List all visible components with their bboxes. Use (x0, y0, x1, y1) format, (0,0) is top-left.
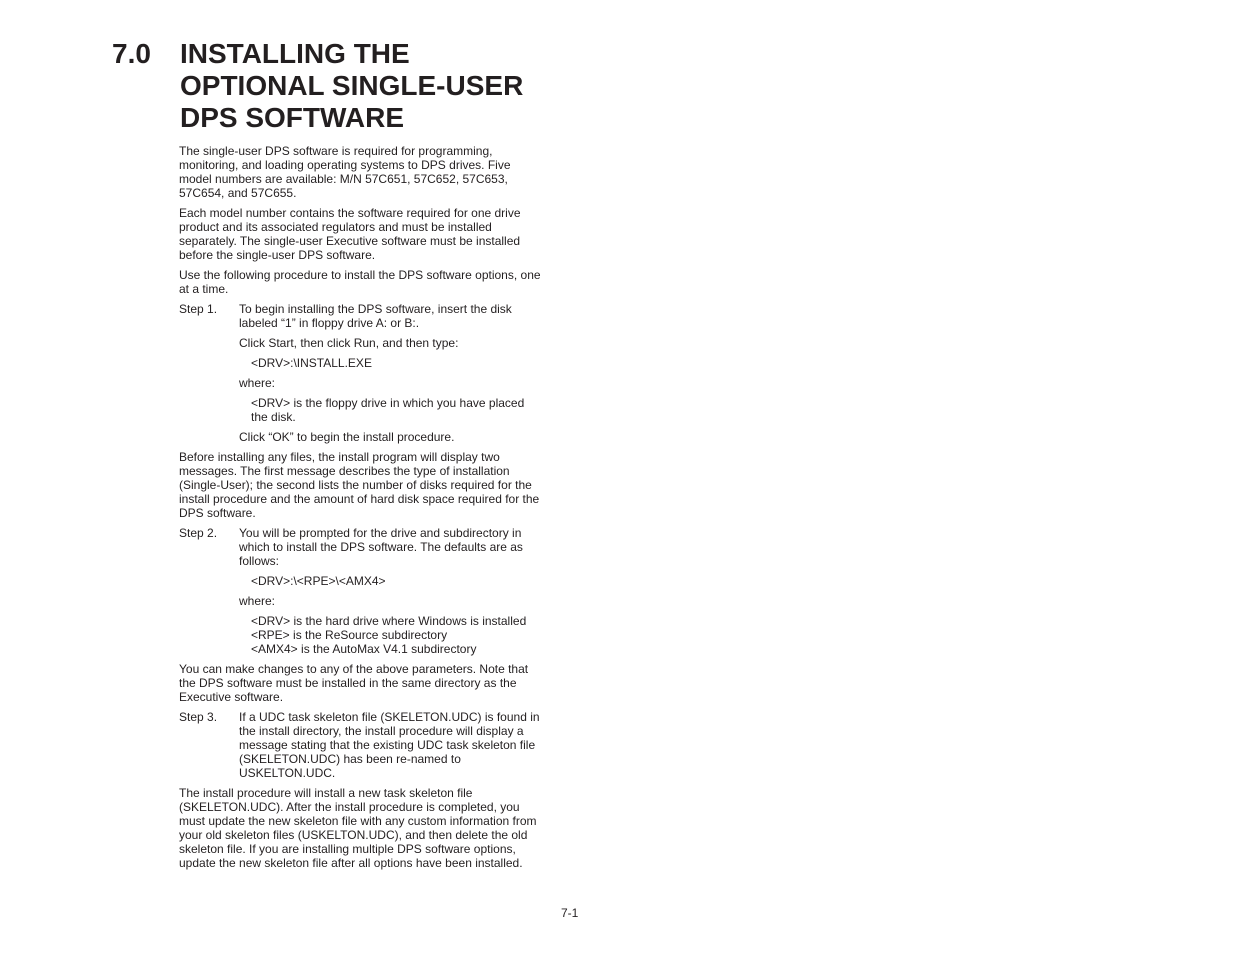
step-2 (179, 526, 563, 568)
step-1-click-start: Click Start, then click Run, and then type: (239, 336, 459, 350)
parameters-paragraph (179, 662, 563, 704)
text-line: Before installing any files, the install program will display two (179, 450, 500, 464)
text-line: messages. The first message describes the type of installation (179, 464, 510, 478)
text-line: model numbers are available: M/N 57C651, 57C652, 57C653, (179, 172, 508, 186)
body-text (179, 144, 563, 876)
text-line: Use the following procedure to install the DPS software options, one (179, 268, 541, 282)
text-line: (SKELETON.UDC) has been re-named to (239, 752, 461, 766)
text-line: <AMX4> is the AutoMax V4.1 subdirectory (251, 642, 477, 656)
text-line: your old skeleton files (USKELTON.UDC), and then delete the old (179, 828, 528, 842)
text-line: DPS software. (179, 506, 256, 520)
text-line: Executive software. (179, 690, 284, 704)
step-2-where: where: (239, 594, 276, 608)
text-line: labeled “1” in floppy drive A: or B:. (239, 316, 420, 330)
text-line: follows: (239, 554, 280, 568)
text-line: the disk. (251, 410, 296, 424)
text-line: the DPS software must be installed in the same directory as the (179, 676, 517, 690)
step-1-where-definition (251, 396, 563, 424)
text-line: You can make changes to any of the above parameters. Note that (179, 662, 529, 676)
text-line: (SKELETON.UDC). After the install procedure is completed, you (179, 800, 520, 814)
section-number: 7.0 (112, 38, 151, 69)
text-line: <RPE> is the ReSource subdirectory (251, 628, 448, 642)
text-line: The install procedure will install a new task skeleton file (179, 786, 473, 800)
text-line: before the single-user DPS software. (179, 248, 376, 262)
text-line: product and its associated regulators and must be installed (179, 220, 492, 234)
step-text (239, 302, 563, 330)
step-2-where-definitions (251, 614, 563, 656)
command-line: <DRV>:\INSTALL.EXE (251, 356, 372, 370)
title-line: INSTALLING THE (180, 38, 410, 69)
text-line: The single-user DPS software is required for programming, (179, 144, 493, 158)
step-1 (179, 302, 563, 330)
text-line: which to install the DPS software. The defaults are as (239, 540, 523, 554)
step-text (239, 710, 563, 780)
intro-paragraph (179, 144, 563, 200)
text-line: monitoring, and loading operating systems to DPS drives. Five (179, 158, 511, 172)
text-line: To begin installing the DPS software, insert the disk (239, 302, 512, 316)
step-2-path (251, 574, 563, 588)
step-label: Step 1. (179, 302, 218, 316)
step-label: Step 3. (179, 710, 218, 724)
text-line: at a time. (179, 282, 229, 296)
text-line: install procedure and the amount of hard disk space required for the (179, 492, 540, 506)
step-1-click-ok: Click “OK” to begin the install procedure. (239, 430, 455, 444)
section-heading (112, 38, 523, 134)
skeleton-paragraph (179, 786, 563, 870)
text-line: skeleton file. If you are installing multiple DPS software options, (179, 842, 516, 856)
step-1-command (251, 356, 563, 370)
text-line: USKELTON.UDC. (239, 766, 336, 780)
text-line: Each model number contains the software required for one drive (179, 206, 521, 220)
step-text (239, 526, 563, 568)
section-title (180, 38, 523, 134)
text-line: <DRV> is the floppy drive in which you have placed (251, 396, 525, 410)
procedure-paragraph (179, 268, 563, 296)
text-line: 57C654, and 57C655. (179, 186, 297, 200)
text-line: message stating that the existing UDC task skeleton file (239, 738, 536, 752)
step-label: Step 2. (179, 526, 218, 540)
text-line: separately. The single-user Executive software must be installed (179, 234, 521, 248)
text-line: the install directory, the install procedure will display a (239, 724, 524, 738)
install-messages-paragraph (179, 450, 563, 520)
text-line: update the new skeleton file after all options have been installed. (179, 856, 523, 870)
text-line: If a UDC task skeleton file (SKELETON.UDC) is found in (239, 710, 540, 724)
step-1-where: where: (239, 376, 276, 390)
page-number: 7-1 (561, 906, 579, 920)
model-paragraph (179, 206, 563, 262)
text-line: (Single-User); the second lists the number of disks required for the (179, 478, 532, 492)
command-line: <DRV>:\<RPE>\<AMX4> (251, 574, 386, 588)
step-3 (179, 710, 563, 780)
title-line: DPS SOFTWARE (180, 102, 405, 133)
text-line: You will be prompted for the drive and subdirectory in (239, 526, 522, 540)
text-line: <DRV> is the hard drive where Windows is installed (251, 614, 527, 628)
text-line: must update the new skeleton file with any custom information from (179, 814, 537, 828)
title-line: OPTIONAL SINGLE-USER (180, 70, 524, 101)
